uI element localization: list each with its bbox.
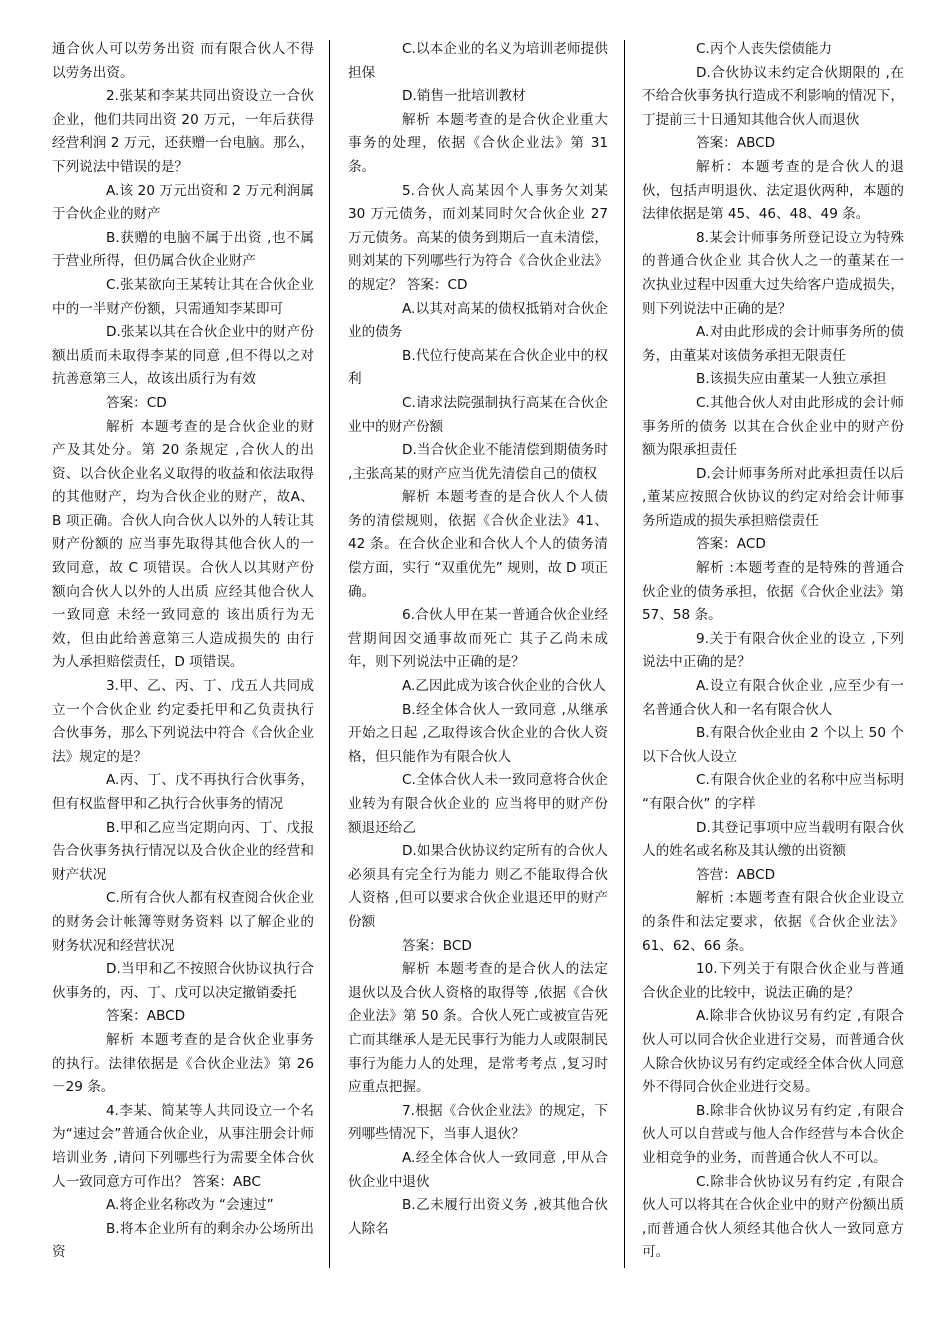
paragraph: D.如果合伙协议约定所有的合伙人必须具有完全行为能力 则乙不能取得合伙人资格 ,但可以要求合伙企业退还甲的财产份额 xyxy=(348,843,608,930)
paragraph: C.张某欲向王某转让其在合伙企业中的一半财产份额，只需通知李某即可 xyxy=(52,276,314,317)
paragraph: 解析 本题考查的是合伙企业事务的执行。法律依据是《合伙企业法》第 26－29 条。 xyxy=(52,1031,314,1096)
paragraph: 4.李某、简某等人共同设立一个名为“速过会”普通合伙企业，从事注册会计师培训业务 ,请问下列哪些行为需要全体合伙人一致同意方可作出？ 答案：ABC xyxy=(52,1102,314,1190)
paragraph: 解析 本题考查的是合伙人个人债务的清偿规则，依据《合伙企业法》41、42 条。在合伙企业和合伙人个人的债务清偿方面，实行 “双重优先” 规则，故 D 项正确。 xyxy=(348,489,608,600)
paragraph: B.将本企业所有的剩余办公场所出资 xyxy=(52,1220,314,1261)
paragraph: A.设立有限合伙企业 ,应至少有一名普通合伙人和一名有限合伙人 xyxy=(642,678,904,718)
paragraph: A.乙因此成为该合伙企业的合伙人 xyxy=(402,678,606,695)
paragraph: 答案：CD xyxy=(106,394,167,411)
paragraph: C.丙个人丧失偿债能力 xyxy=(696,41,833,57)
paragraph: 答案：ABCD xyxy=(106,1008,186,1025)
paragraph: C.其他合伙人对由此形成的会计师事务所的债务 以其在合伙企业中的财产份额为限承担责任 xyxy=(642,394,904,459)
paragraph: D.销售一批培训教材 xyxy=(402,88,526,105)
paragraph: D.其登记事项中应当载明有限合伙人的姓名或名称及其认缴的出资额 xyxy=(642,819,904,860)
paragraph: A.经全体合伙人一致同意 ,甲从合伙企业中退伙 xyxy=(348,1149,608,1190)
paragraph: 答案：ABCD xyxy=(696,135,776,152)
paragraph: C.请求法院强制执行高某在合伙企业中的财产份额 xyxy=(348,394,608,435)
paragraph: 9.关于有限合伙企业的设立 ,下列说法中正确的是？ xyxy=(642,630,904,671)
paragraph: C.所有合伙人都有权查阅合伙企业的财务会计帐簿等财务资料 以了解企业的财务状况和经营状况 xyxy=(52,890,314,954)
paragraph: C.全体合伙人未一致同意将合伙企业转为有限合伙企业的 应当将甲的财产份额退还给乙 xyxy=(348,772,608,836)
paragraph: 解析 :本题考查有限合伙企业设立的条件和法定要求，依据《合伙企业法》61、62、66 条。 xyxy=(642,890,904,954)
paragraph: D.会计师事务所对此承担责任以后 ,董某应按照合伙协议的约定对给会计师事务所造成的损失承担赔偿责任 xyxy=(642,465,904,529)
paragraph: 5.合伙人高某因个人事务欠刘某 30 万元债务，而刘某同时欠合伙企业 27 万元债务。高某的债务到期后一直未清偿，则刘某的下列哪些行为符合《合伙企业法》的规定？ 答案：CD xyxy=(348,182,608,293)
column-3 xyxy=(642,38,904,1265)
paragraph: 解析 本题考查的是合伙企业的财产及其处分。第 20 条规定 ,合伙人的出资、以合伙企业名义取得的收益和依法取得的其他财产，均为合伙企业的财产，故A、B 项正确。合伙人向合伙人以外的人转让其财产份额的 应当事先取得其他合伙人的一致同意，故 C 项错误。合伙人以其财产份额向合伙人以外的人出质 应经其他合伙人一致同意 未经一致同意的 该出质行为无效，但由此给善意第三人造成损失的 由行为人承担赔偿责任，D 项错误。 xyxy=(52,418,314,671)
paragraph: C.以本企业的名义为培训老师提供担保 xyxy=(348,41,608,81)
paragraph: B.获赠的电脑不属于出资 ,也不属于营业所得，但仍属合伙企业财产 xyxy=(52,229,314,270)
paragraph: B.经全体合伙人一致同意 ,从继承开始之日起 ,乙取得该合伙企业的合伙人资格，但只能作为有限合伙人 xyxy=(348,701,608,765)
paragraph: 7.根据《合伙企业法》的规定，下列哪些情况下，当事人退伙？ xyxy=(348,1102,608,1143)
paragraph: B.除非合伙协议另有约定 ,有限合伙人可以自营或与他人合作经营与本合伙企业相竞争的业务，而普通合伙人不可以。 xyxy=(642,1102,904,1166)
paragraph: 2.张某和李某共同出资设立一合伙企业，他们共同出资 20 万元，一年后获得经营利润 2 万元，还获赠一台电脑。那么，下列说法中错误的是？ xyxy=(52,88,314,175)
paragraph: B.甲和乙应当定期向丙、丁、戊报告合伙事务执行情况以及合伙企业的经营和财产状况 xyxy=(52,819,314,883)
paragraph: 答案：BCD xyxy=(402,937,472,954)
column-1 xyxy=(52,38,314,1265)
paragraph: B.有限合伙企业由 2 个以上 50 个以下合伙人设立 xyxy=(642,725,904,765)
paragraph: A.对由此形成的会计师事务所的债务，由董某对该债务承担无限责任 xyxy=(642,324,904,364)
column-2 xyxy=(348,38,608,1241)
paragraph: 解析 本题考查的是合伙企业重大事务的处理，依据《合伙企业法》第 31 条。 xyxy=(348,111,608,175)
paragraph: C.除非合伙协议另有约定 ,有限合伙人可以将其在合伙企业中的财产份额出质 ,而普通合伙人须经其他合伙人一致同意方可。 xyxy=(642,1173,904,1261)
paragraph: 10.下列关于有限合伙企业与普通合伙企业的比较中，说法正确的是？ xyxy=(642,961,904,1001)
column-divider-1 xyxy=(329,40,330,1268)
column-divider-2 xyxy=(624,40,625,1268)
paragraph: 8.某会计师事务所登记设立为特殊的普通合伙企业 其合伙人之一的董某在一次执业过程中因重大过失给客户造成损失，则下列说法中正确的是？ xyxy=(642,229,904,317)
paragraph: C.有限合伙企业的名称中应当标明 “有限合伙” 的字样 xyxy=(642,772,904,812)
paragraph: 3.甲、乙、丙、丁、戊五人共同成立一个合伙企业 约定委托甲和乙负责执行合伙事务，那么下列说法中符合《合伙企业法》规定的是？ xyxy=(52,678,314,765)
paragraph: 解析 :本题考查的是特殊的普通合伙企业的债务承担，依据《合伙企业法》第 57、58 条。 xyxy=(642,560,904,624)
paragraph: D.张某以其在合伙企业中的财产份额出质而未取得李某的同意 ,但不得以之对抗善意第三人，故该出质行为有效 xyxy=(52,324,314,388)
paragraph: 通合伙人可以劳务出资 而有限合伙人不得以劳务出资。 xyxy=(52,41,314,81)
paragraph: 6.合伙人甲在某一普通合伙企业经营期间因交通事故而死亡 其子乙尚未成年，则下列说法中正确的是？ xyxy=(348,607,608,671)
paragraph: D.合伙协议未约定合伙期限的 ,在不给合伙事务执行造成不利影响的情况下，丁提前三十日通知其他合伙人而退伙 xyxy=(642,64,904,128)
paragraph: 答案：ACD xyxy=(696,536,766,553)
paragraph: A.除非合伙协议另有约定 ,有限合伙人可以同合伙企业进行交易，而普通合伙人除合伙协议另有约定或经全体合伙人同意外不得同合伙企业进行交易。 xyxy=(642,1008,904,1096)
paragraph: B.乙未履行出资义务 ,被其他合伙人除名 xyxy=(348,1197,608,1237)
paragraph: A.丙、丁、戊不再执行合伙事务，但有权监督甲和乙执行合伙事务的情况 xyxy=(52,772,314,812)
paragraph: 解析 本题考查的是合伙人的法定退伙以及合伙人资格的取得等 ,依据《合伙企业法》第 50 条。合伙人死亡或被宣告死亡而其继承人是无民事行为能力人或限制民事行为能力人的处理，是常考考点 ,复习时应重点把握。 xyxy=(348,961,608,1096)
paragraph: A.以其对高某的债权抵销对合伙企业的债务 xyxy=(348,300,608,341)
paragraph: 答营：ABCD xyxy=(696,866,776,883)
paragraph: B.该损失应由董某一人独立承担 xyxy=(696,371,887,388)
paragraph: A.将企业名称改为 “会速过” xyxy=(106,1197,274,1214)
paragraph: B.代位行使高某在合伙企业中的权利 xyxy=(348,347,608,388)
paragraph: 解析：本题考查的是合伙人的退伙，包括声明退伙、法定退伙两种，本题的法律依据是第 45、46、48、49 条。 xyxy=(642,158,904,223)
paragraph: D.当甲和乙不按照合伙协议执行合伙事务的，丙、丁、戊可以决定撤销委托 xyxy=(52,961,314,1001)
paragraph: D.当合伙企业不能清偿到期债务时 ,主张高某的财产应当优先清偿自己的债权 xyxy=(348,442,608,482)
paragraph: A.该 20 万元出资和 2 万元利润属于合伙企业的财产 xyxy=(52,182,314,223)
